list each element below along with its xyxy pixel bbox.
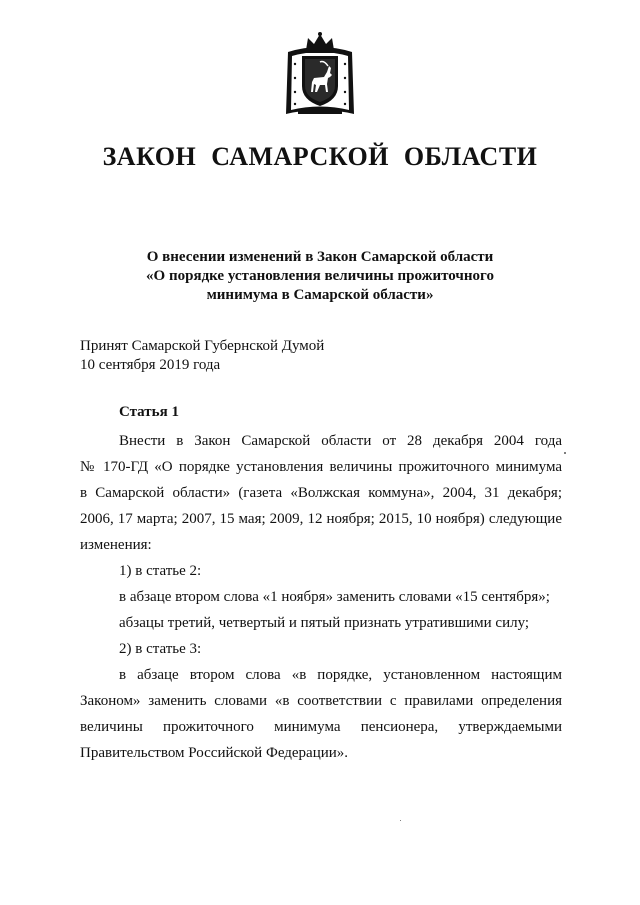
- article-line: в абзаце втором слова «в порядке, установленном настоящим: [119, 667, 562, 683]
- law-subject-line: минимума в Самарской области»: [206, 287, 434, 303]
- article-line: Внести в Закон Самарской области от 28 декабря 2004 года: [119, 433, 562, 449]
- article-line: в Самарской области» (газета «Волжская коммуна», 2004, 31 декабря;: [80, 485, 562, 501]
- article-heading: Статья 1: [119, 404, 179, 420]
- article-line: 2) в статье 3:: [119, 641, 202, 657]
- scan-speck: [400, 820, 401, 821]
- law-title: ЗАКОН САМАРСКОЙ ОБЛАСТИ: [102, 142, 538, 171]
- article-line: Правительством Российской Федерации».: [80, 745, 349, 761]
- law-subject: [0, 248, 640, 305]
- adoption-body: Принят Самарской Губернской Думой: [80, 338, 325, 354]
- article-line: изменения:: [80, 537, 152, 553]
- scan-speck: [564, 452, 566, 454]
- article-line: в абзаце втором слова «1 ноября» заменить словами «15 сентября»;: [119, 589, 550, 605]
- law-subject-line: «О порядке установления величины прожиточного: [146, 268, 494, 284]
- article-line: абзацы третий, четвертый и пятый признать утратившими силу;: [119, 615, 530, 631]
- adoption-date: 10 сентября 2019 года: [80, 357, 221, 373]
- article-line: 2006, 17 марта; 2007, 15 мая; 2009, 12 ноября; 2015, 10 ноября) следующие: [80, 511, 562, 527]
- article-line: № 170-ГД «О порядке установления величины прожиточного минимума: [80, 459, 562, 475]
- article-line: величины прожиточного минимума пенсионера, утверждаемыми: [80, 719, 562, 735]
- article-line: Законом» заменить словами «в соответствии с правилами определения: [80, 693, 562, 709]
- adoption-note: [80, 337, 324, 375]
- samara-coat-of-arms-icon: [284, 30, 356, 118]
- law-subject-line: О внесении изменений в Закон Самарской области: [146, 249, 494, 265]
- article-line: 1) в статье 2:: [119, 563, 202, 579]
